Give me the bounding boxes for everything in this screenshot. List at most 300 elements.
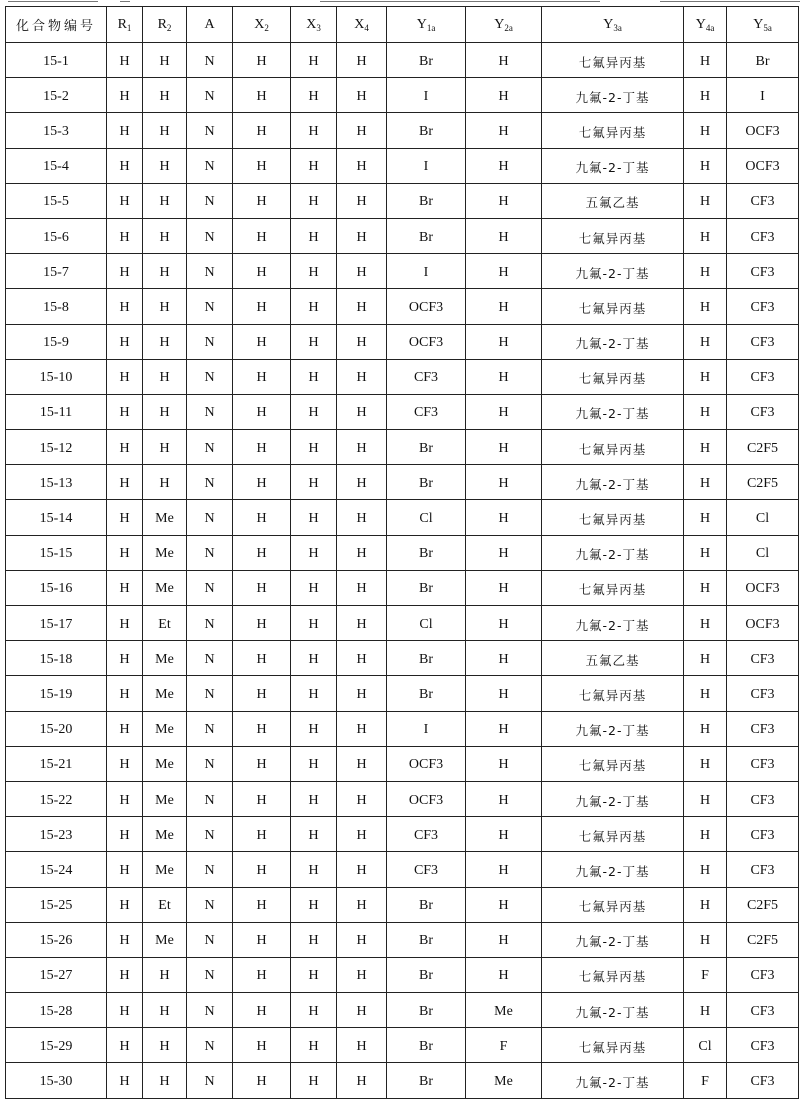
cell-y1a: Br [387, 535, 466, 570]
cell-x3: H [291, 289, 337, 324]
cell-a: N [187, 254, 233, 289]
cell-x4: H [337, 922, 387, 957]
cell-y2a: H [466, 641, 542, 676]
cell-y4a: H [684, 993, 727, 1028]
table-row [6, 1063, 799, 1098]
cell-x3: H [291, 394, 337, 429]
cell-a: N [187, 148, 233, 183]
cell-r1: H [107, 676, 143, 711]
column-header-x2 [233, 7, 291, 43]
cell-a: N [187, 641, 233, 676]
cell-r2: H [143, 78, 187, 113]
cell-y5a: I [727, 78, 799, 113]
cell-compound-id: 15-9 [6, 324, 107, 359]
cell-x3: H [291, 993, 337, 1028]
cell-y1a: OCF3 [387, 781, 466, 816]
cell-x4: H [337, 1028, 387, 1063]
cell-y4a: H [684, 394, 727, 429]
cell-y3a: 七氟异丙基 [542, 218, 684, 253]
cell-r2: H [143, 254, 187, 289]
cell-r1: H [107, 1063, 143, 1098]
table-row [6, 43, 799, 78]
table-row [6, 113, 799, 148]
cell-y1a: OCF3 [387, 324, 466, 359]
column-header-r1 [107, 7, 143, 43]
cell-x3: H [291, 113, 337, 148]
cell-x4: H [337, 113, 387, 148]
cell-x4: H [337, 887, 387, 922]
cell-a: N [187, 606, 233, 641]
cell-a: N [187, 183, 233, 218]
cell-r2: H [143, 430, 187, 465]
cell-y1a: CF3 [387, 817, 466, 852]
column-header-subscript: 1a [426, 22, 436, 33]
cell-y4a: H [684, 254, 727, 289]
cell-r2: Me [143, 852, 187, 887]
cell-r1: H [107, 781, 143, 816]
cell-x3: H [291, 183, 337, 218]
cell-y3a: 九氟-2-丁基 [542, 781, 684, 816]
cell-r2: Me [143, 535, 187, 570]
cell-y3a: 九氟-2-丁基 [542, 1063, 684, 1098]
cell-x3: H [291, 43, 337, 78]
cell-y2a: H [466, 289, 542, 324]
cell-compound-id: 15-6 [6, 218, 107, 253]
column-header-y2a [466, 7, 542, 43]
cell-y5a: C2F5 [727, 430, 799, 465]
cell-r2: H [143, 148, 187, 183]
cell-y5a: OCF3 [727, 113, 799, 148]
column-header-subscript: 5a [763, 22, 772, 33]
cell-y5a: CF3 [727, 218, 799, 253]
cell-y2a: H [466, 78, 542, 113]
cell-y4a: F [684, 1063, 727, 1098]
cell-x4: H [337, 781, 387, 816]
cell-y4a: H [684, 148, 727, 183]
cell-x2: H [233, 289, 291, 324]
cell-y1a: CF3 [387, 852, 466, 887]
cell-y3a: 七氟异丙基 [542, 289, 684, 324]
cell-y5a: CF3 [727, 394, 799, 429]
cell-compound-id: 15-21 [6, 746, 107, 781]
cell-y4a: H [684, 183, 727, 218]
cell-x4: H [337, 183, 387, 218]
cell-a: N [187, 817, 233, 852]
column-header-a [187, 7, 233, 43]
cell-compound-id: 15-16 [6, 570, 107, 605]
cell-a: N [187, 957, 233, 992]
cell-y2a: Me [466, 1063, 542, 1098]
cell-x3: H [291, 78, 337, 113]
cell-r1: H [107, 535, 143, 570]
column-header-subscript: 2 [166, 22, 172, 33]
cell-r2: H [143, 218, 187, 253]
cell-y3a: 九氟-2-丁基 [542, 324, 684, 359]
cell-y5a: CF3 [727, 1063, 799, 1098]
cell-a: N [187, 394, 233, 429]
cell-r1: H [107, 1028, 143, 1063]
cell-x4: H [337, 78, 387, 113]
column-header-label: X [254, 16, 265, 32]
column-header-label: X [306, 16, 317, 32]
cell-r1: H [107, 641, 143, 676]
cell-y2a: H [466, 218, 542, 253]
cell-x2: H [233, 1028, 291, 1063]
cell-y5a: Cl [727, 535, 799, 570]
column-header-x4 [337, 7, 387, 43]
cell-x3: H [291, 922, 337, 957]
cell-a: N [187, 359, 233, 394]
cell-y3a: 九氟-2-丁基 [542, 606, 684, 641]
cell-x3: H [291, 711, 337, 746]
cell-x2: H [233, 465, 291, 500]
cell-r1: H [107, 606, 143, 641]
cell-compound-id: 15-29 [6, 1028, 107, 1063]
cell-a: N [187, 465, 233, 500]
cell-y2a: H [466, 606, 542, 641]
cell-y1a: Br [387, 430, 466, 465]
cell-y2a: H [466, 852, 542, 887]
cell-r1: H [107, 218, 143, 253]
cell-r1: H [107, 289, 143, 324]
column-header-subscript: 1 [126, 22, 132, 33]
cell-r1: H [107, 254, 143, 289]
cell-r2: Et [143, 606, 187, 641]
cell-y5a: CF3 [727, 781, 799, 816]
cell-y4a: H [684, 781, 727, 816]
cell-x2: H [233, 1063, 291, 1098]
cell-r1: H [107, 394, 143, 429]
cell-compound-id: 15-17 [6, 606, 107, 641]
cell-x3: H [291, 957, 337, 992]
column-header-subscript: 4 [364, 22, 369, 33]
cell-x2: H [233, 359, 291, 394]
cell-y2a: H [466, 359, 542, 394]
cell-y4a: H [684, 113, 727, 148]
column-header-subscript: 3a [613, 22, 622, 33]
column-header-y3a [542, 7, 684, 43]
table-row [6, 852, 799, 887]
cell-y1a: Cl [387, 606, 466, 641]
cell-r2: Me [143, 500, 187, 535]
cell-x3: H [291, 218, 337, 253]
cell-y4a: H [684, 711, 727, 746]
column-header-label: 化合物编号 [15, 19, 96, 34]
cell-y4a: H [684, 606, 727, 641]
cell-y3a: 九氟-2-丁基 [542, 465, 684, 500]
cell-r1: H [107, 465, 143, 500]
cell-y1a: Br [387, 570, 466, 605]
cell-x2: H [233, 746, 291, 781]
table-row [6, 324, 799, 359]
cell-compound-id: 15-11 [6, 394, 107, 429]
cell-x2: H [233, 676, 291, 711]
cell-y2a: H [466, 711, 542, 746]
cell-compound-id: 15-1 [6, 43, 107, 78]
column-header-label: A [204, 16, 215, 32]
cell-x3: H [291, 817, 337, 852]
cell-y1a: Br [387, 43, 466, 78]
cell-compound-id: 15-24 [6, 852, 107, 887]
cell-y3a: 九氟-2-丁基 [542, 922, 684, 957]
cell-x3: H [291, 465, 337, 500]
cell-y5a: CF3 [727, 817, 799, 852]
cell-x4: H [337, 817, 387, 852]
cell-y4a: H [684, 430, 727, 465]
cell-compound-id: 15-8 [6, 289, 107, 324]
cell-y4a: Cl [684, 1028, 727, 1063]
cell-y2a: H [466, 570, 542, 605]
cell-r1: H [107, 183, 143, 218]
cell-x2: H [233, 781, 291, 816]
cell-y5a: C2F5 [727, 465, 799, 500]
cell-y1a: I [387, 254, 466, 289]
cell-y5a: OCF3 [727, 570, 799, 605]
table-row [6, 711, 799, 746]
cell-x2: H [233, 43, 291, 78]
table-row [6, 746, 799, 781]
cell-r1: H [107, 957, 143, 992]
cell-y1a: I [387, 711, 466, 746]
cell-r2: Me [143, 922, 187, 957]
cell-x4: H [337, 606, 387, 641]
cell-x4: H [337, 852, 387, 887]
cell-r1: H [107, 570, 143, 605]
cell-x4: H [337, 641, 387, 676]
column-header-subscript: 2a [504, 22, 513, 33]
cell-x4: H [337, 676, 387, 711]
cell-x4: H [337, 746, 387, 781]
column-header-label: Y [695, 16, 706, 32]
cell-a: N [187, 43, 233, 78]
column-header-label: Y [603, 16, 614, 32]
cell-compound-id: 15-25 [6, 887, 107, 922]
table-row [6, 1028, 799, 1063]
cell-y4a: H [684, 43, 727, 78]
cell-a: N [187, 887, 233, 922]
cell-r1: H [107, 711, 143, 746]
cell-x3: H [291, 430, 337, 465]
cell-y1a: Br [387, 1028, 466, 1063]
cell-y2a: H [466, 746, 542, 781]
cell-x3: H [291, 500, 337, 535]
cell-y4a: H [684, 641, 727, 676]
cell-y5a: OCF3 [727, 606, 799, 641]
cell-y5a: C2F5 [727, 922, 799, 957]
cell-y3a: 七氟异丙基 [542, 430, 684, 465]
table-row [6, 570, 799, 605]
cell-y3a: 九氟-2-丁基 [542, 394, 684, 429]
cell-a: N [187, 781, 233, 816]
cell-r1: H [107, 43, 143, 78]
cell-a: N [187, 852, 233, 887]
column-header-x3 [291, 7, 337, 43]
cell-x2: H [233, 218, 291, 253]
cell-r2: Me [143, 781, 187, 816]
cell-r1: H [107, 78, 143, 113]
cell-y3a: 九氟-2-丁基 [542, 78, 684, 113]
cell-compound-id: 15-26 [6, 922, 107, 957]
cell-r2: H [143, 1028, 187, 1063]
cell-y2a: Me [466, 993, 542, 1028]
cell-y4a: H [684, 852, 727, 887]
table-row [6, 218, 799, 253]
cell-x4: H [337, 570, 387, 605]
cell-y4a: H [684, 359, 727, 394]
cell-y4a: H [684, 746, 727, 781]
cell-r2: H [143, 1063, 187, 1098]
cell-compound-id: 15-27 [6, 957, 107, 992]
column-header-subscript: 2 [264, 22, 269, 33]
cell-r1: H [107, 430, 143, 465]
table-row [6, 781, 799, 816]
column-header-label: R [117, 16, 127, 32]
cell-compound-id: 15-4 [6, 148, 107, 183]
cell-x2: H [233, 957, 291, 992]
cell-x2: H [233, 993, 291, 1028]
column-header-label: Y [494, 16, 505, 32]
cell-y1a: Br [387, 922, 466, 957]
cell-a: N [187, 500, 233, 535]
cell-r2: Me [143, 711, 187, 746]
cell-x4: H [337, 430, 387, 465]
cell-compound-id: 15-18 [6, 641, 107, 676]
cell-y2a: H [466, 113, 542, 148]
cell-r1: H [107, 500, 143, 535]
cell-x4: H [337, 43, 387, 78]
cell-x3: H [291, 359, 337, 394]
cell-x3: H [291, 641, 337, 676]
cell-compound-id: 15-23 [6, 817, 107, 852]
cell-y3a: 七氟异丙基 [542, 43, 684, 78]
cell-x3: H [291, 324, 337, 359]
table-row [6, 606, 799, 641]
cell-y1a: Br [387, 887, 466, 922]
cell-x2: H [233, 394, 291, 429]
cell-r2: H [143, 43, 187, 78]
column-header-label: R [157, 16, 167, 32]
cell-y2a: H [466, 183, 542, 218]
cell-r2: Me [143, 746, 187, 781]
cell-x2: H [233, 148, 291, 183]
cell-r1: H [107, 113, 143, 148]
cell-x2: H [233, 922, 291, 957]
cell-r1: H [107, 324, 143, 359]
cell-compound-id: 15-19 [6, 676, 107, 711]
cell-y4a: H [684, 465, 727, 500]
cell-x4: H [337, 465, 387, 500]
cell-y1a: Br [387, 957, 466, 992]
cell-y5a: CF3 [727, 711, 799, 746]
column-header-label: X [354, 16, 365, 32]
cell-x2: H [233, 324, 291, 359]
cell-r1: H [107, 817, 143, 852]
cell-r1: H [107, 993, 143, 1028]
cell-compound-id: 15-5 [6, 183, 107, 218]
cell-r2: H [143, 113, 187, 148]
cell-x2: H [233, 852, 291, 887]
cell-y4a: H [684, 817, 727, 852]
cell-r1: H [107, 148, 143, 183]
cell-y1a: Br [387, 993, 466, 1028]
cell-y4a: F [684, 957, 727, 992]
cell-r2: Me [143, 570, 187, 605]
cell-y2a: H [466, 781, 542, 816]
cell-y3a: 七氟异丙基 [542, 676, 684, 711]
cell-y5a: CF3 [727, 183, 799, 218]
cell-y3a: 九氟-2-丁基 [542, 852, 684, 887]
cell-a: N [187, 922, 233, 957]
table-row [6, 957, 799, 992]
cell-x4: H [337, 394, 387, 429]
cell-x3: H [291, 535, 337, 570]
cell-y2a: H [466, 957, 542, 992]
cell-a: N [187, 289, 233, 324]
cell-y2a: H [466, 535, 542, 570]
column-header-y5a [727, 7, 799, 43]
table-body [6, 43, 799, 1099]
cell-y1a: CF3 [387, 359, 466, 394]
cell-r1: H [107, 746, 143, 781]
cell-x2: H [233, 430, 291, 465]
cell-x3: H [291, 148, 337, 183]
cell-r2: H [143, 993, 187, 1028]
table-row [6, 289, 799, 324]
table-row [6, 430, 799, 465]
cell-y1a: Br [387, 113, 466, 148]
table-row [6, 993, 799, 1028]
cell-y3a: 七氟异丙基 [542, 359, 684, 394]
cell-y1a: I [387, 148, 466, 183]
cell-a: N [187, 1063, 233, 1098]
cell-x4: H [337, 218, 387, 253]
table-row [6, 535, 799, 570]
cell-x3: H [291, 746, 337, 781]
cell-y3a: 九氟-2-丁基 [542, 993, 684, 1028]
table-row [6, 359, 799, 394]
cell-r2: Me [143, 676, 187, 711]
table-row [6, 254, 799, 289]
cell-y3a: 七氟异丙基 [542, 1028, 684, 1063]
cell-x2: H [233, 183, 291, 218]
cell-r2: H [143, 394, 187, 429]
cell-x4: H [337, 289, 387, 324]
cell-x2: H [233, 570, 291, 605]
cell-y3a: 七氟异丙基 [542, 500, 684, 535]
cell-y2a: H [466, 324, 542, 359]
cell-x3: H [291, 852, 337, 887]
cell-x3: H [291, 676, 337, 711]
cell-y2a: H [466, 500, 542, 535]
cell-y4a: H [684, 218, 727, 253]
cell-x4: H [337, 324, 387, 359]
cell-y2a: H [466, 394, 542, 429]
cell-r2: H [143, 289, 187, 324]
cell-x2: H [233, 113, 291, 148]
cell-y1a: Br [387, 1063, 466, 1098]
cell-y3a: 九氟-2-丁基 [542, 711, 684, 746]
cell-r2: H [143, 957, 187, 992]
cell-y3a: 五氟乙基 [542, 641, 684, 676]
cell-compound-id: 15-20 [6, 711, 107, 746]
cell-r1: H [107, 359, 143, 394]
cell-y1a: Br [387, 676, 466, 711]
cell-x2: H [233, 254, 291, 289]
cell-x4: H [337, 1063, 387, 1098]
table-row [6, 183, 799, 218]
cell-y5a: CF3 [727, 852, 799, 887]
cell-x4: H [337, 993, 387, 1028]
